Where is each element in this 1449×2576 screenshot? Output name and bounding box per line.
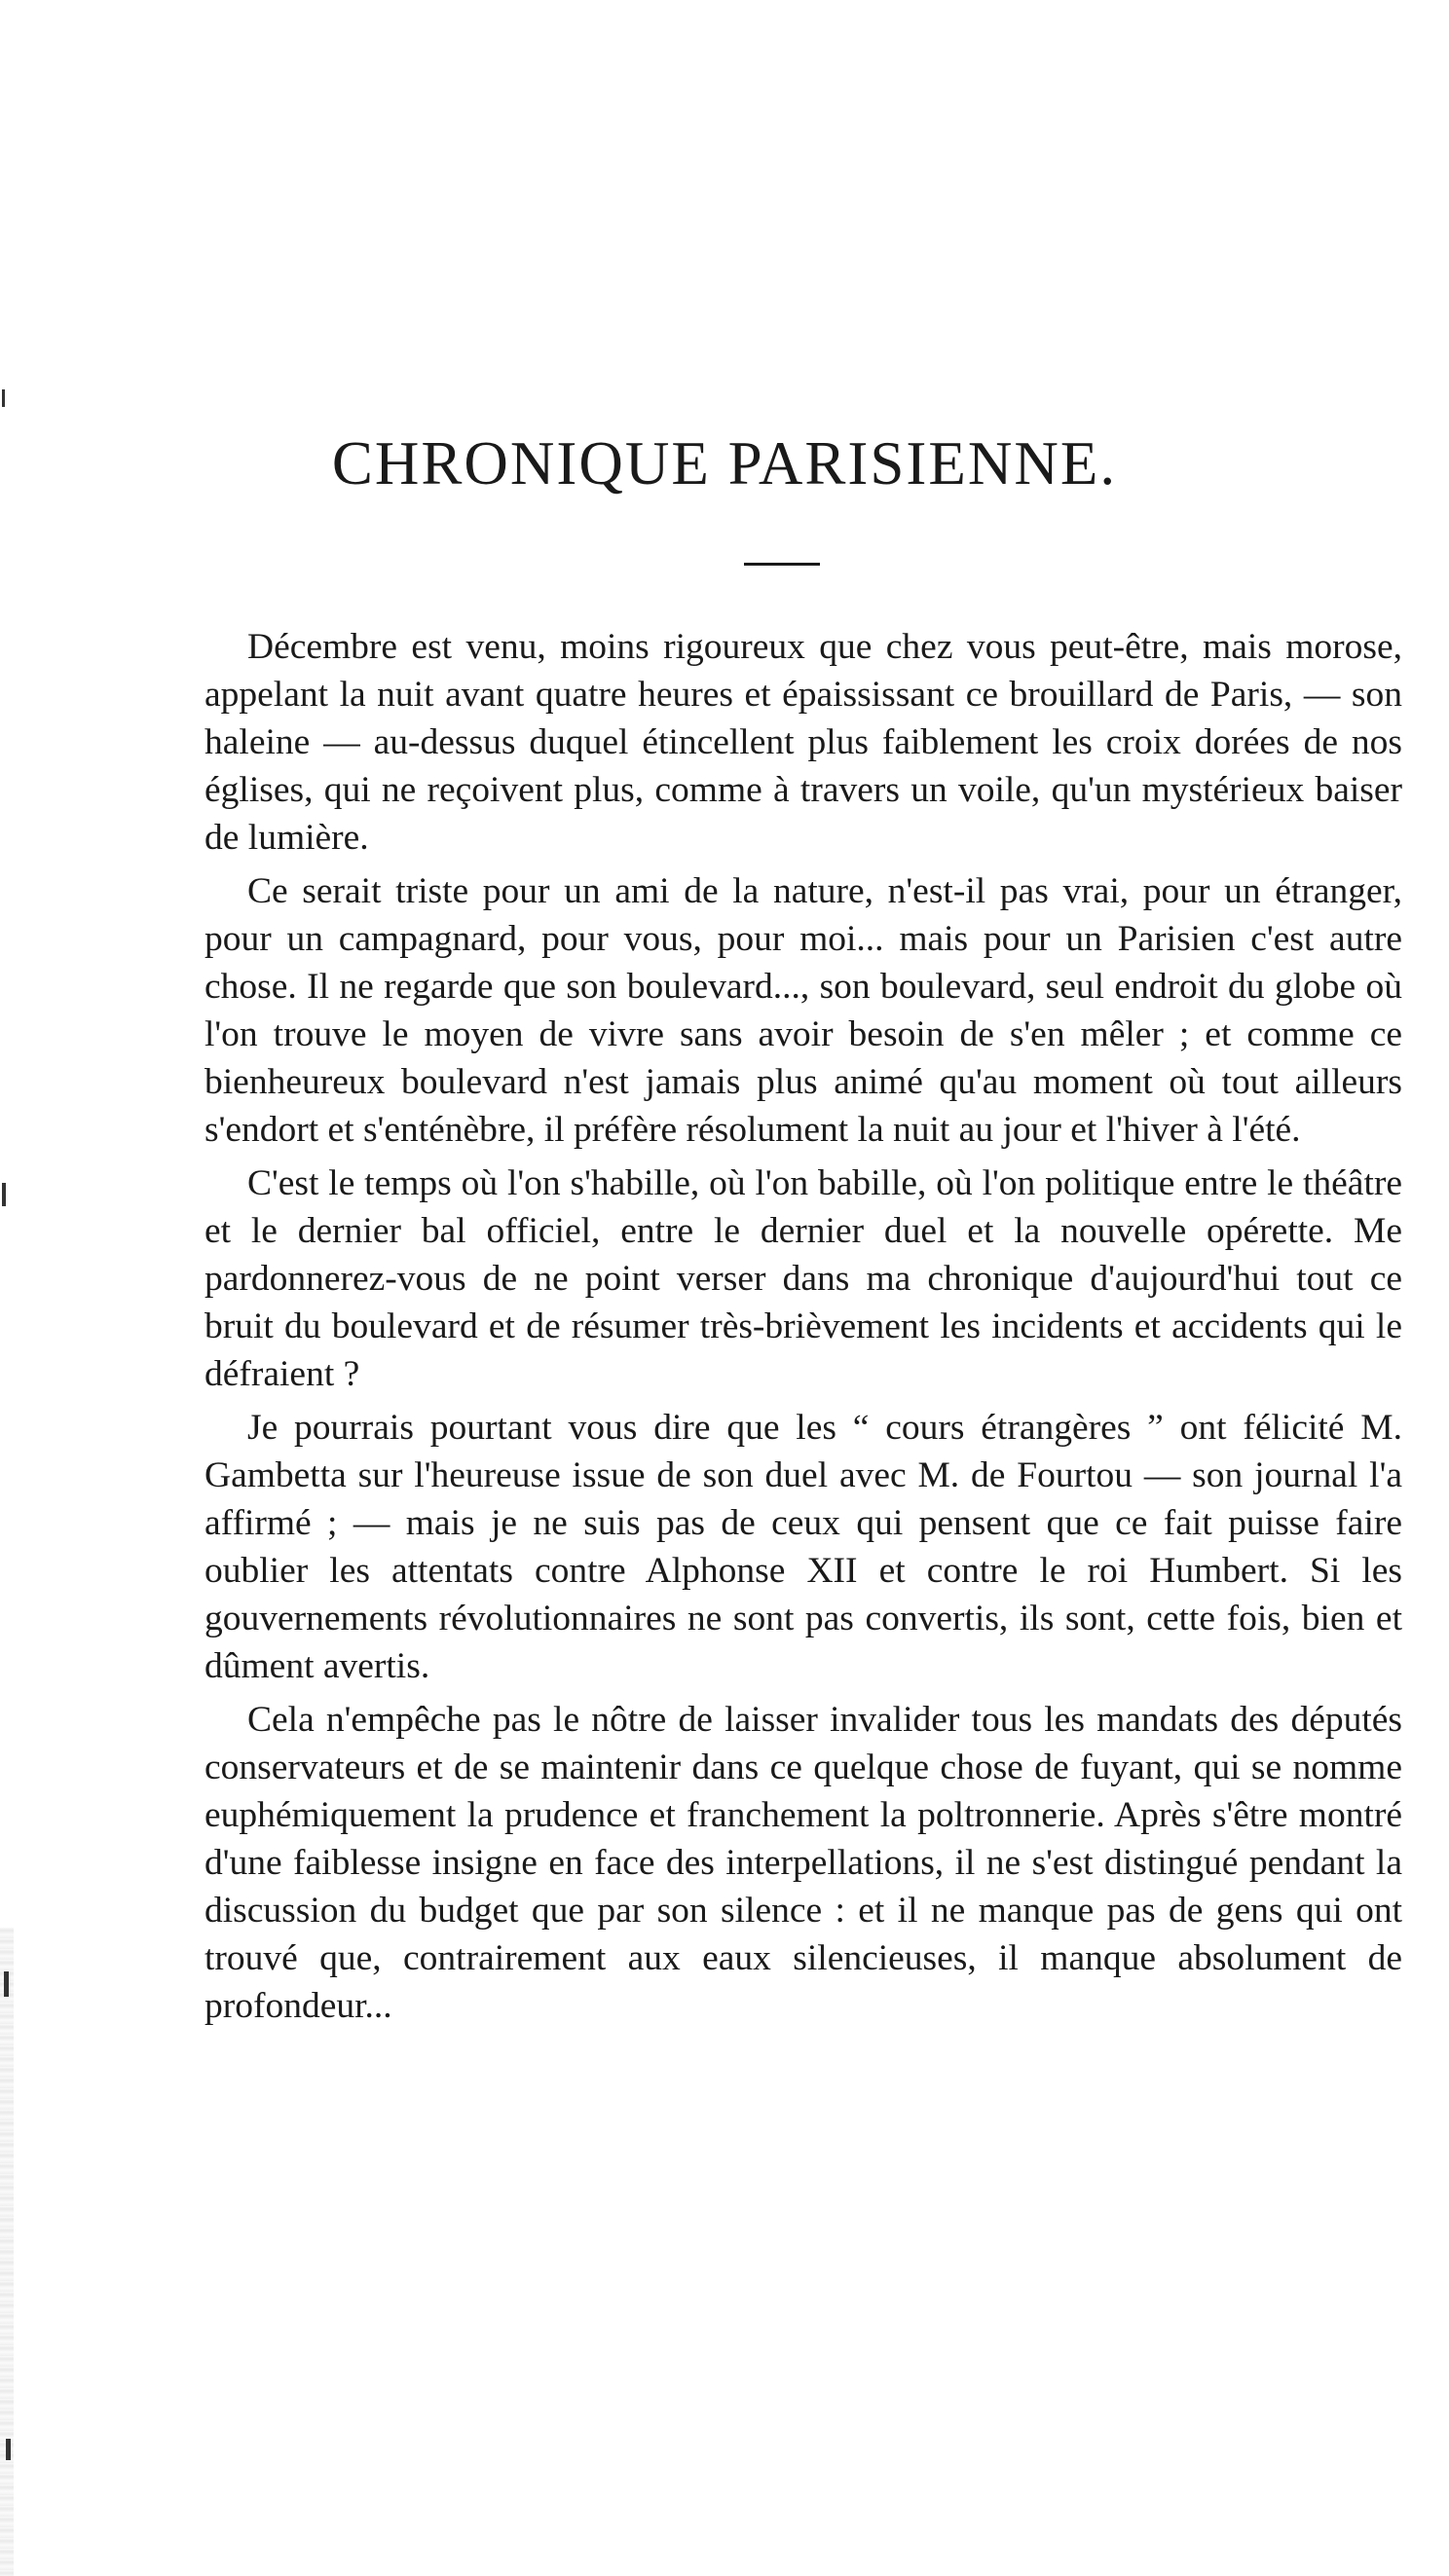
scan-mark — [4, 1971, 9, 1997]
paragraph-2: Ce serait triste pour un ami de la nature, n'est-il pas vrai, pour un étranger, pour un campagnard, pour vous, pour moi... mais pour un Parisien c'est autre chose. Il ne regarde que son boulevard..., son boulevard, seul endroit du globe où l'on trouve le moyen de vivre sans avoir besoin de s'en mêler ; et comme ce bienheureux boulevard n'est jamais plus animé qu'au moment où tout ailleurs s'endort et s'enténèbre, il préfère résolument la nuit au jour et l'hiver à l'été. — [204, 871, 1402, 1150]
paragraph-4: Je pourrais pourtant vous dire que les “ cours étrangères ” ont félicité M. Gambetta sur l'heureuse issue de son duel avec M. de Fourtou — son journal l'a affirmé ; — mais je ne suis pas de ceux qui pensent que ce fait puisse faire oublier les attentats contre Alphonse XII et contre le roi Humbert. Si les gouvernements révolutionnaires ne sont pas convertis, ils sont, cette fois, bien et dûment avertis. — [204, 1408, 1402, 1686]
scan-mark — [2, 1183, 6, 1206]
scan-mark — [6, 2439, 11, 2460]
body-text — [204, 623, 1402, 2036]
scan-edge-shadow — [0, 1928, 14, 2576]
paragraph-1: Décembre est venu, moins rigoureux que chez vous peut-être, mais morose, appelant la nuit avant quatre heures et épaississant ce brouillard de Paris, — son haleine — au-dessus duquel étincellent plus faiblement les croix dorées de nos églises, qui ne reçoivent plus, comme à travers un voile, qu'un mystérieux baiser de lumière. — [204, 627, 1402, 858]
chapter-title: CHRONIQUE PARISIENNE. — [331, 429, 1118, 497]
paragraph-5: Cela n'empêche pas le nôtre de laisser invalider tous les mandats des députés conservateurs et de se maintenir dans ce quelque chose de fuyant, qui se nomme euphémiquement la prudence et franchement la poltronnerie. Après s'être montré d'une faiblesse insigne en face des interpellations, il ne s'est distingué pendant la discussion du budget que par son silence : et il ne manque pas de gens qui ont trouvé que, contrairement aux eaux silencieuses, il manque absolument de profondeur... — [204, 1700, 1402, 2026]
scan-mark — [2, 389, 5, 407]
title-divider — [744, 563, 820, 566]
paragraph-3: C'est le temps où l'on s'habille, où l'on babille, où l'on politique entre le théâtre et le dernier bal officiel, entre le dernier duel et la nouvelle opérette. Me pardonnerez-vous de ne point verser dans ma chronique d'aujourd'hui tout ce bruit du boulevard et de résumer très-brièvement les incidents et accidents qui le défraient ? — [204, 1163, 1402, 1394]
